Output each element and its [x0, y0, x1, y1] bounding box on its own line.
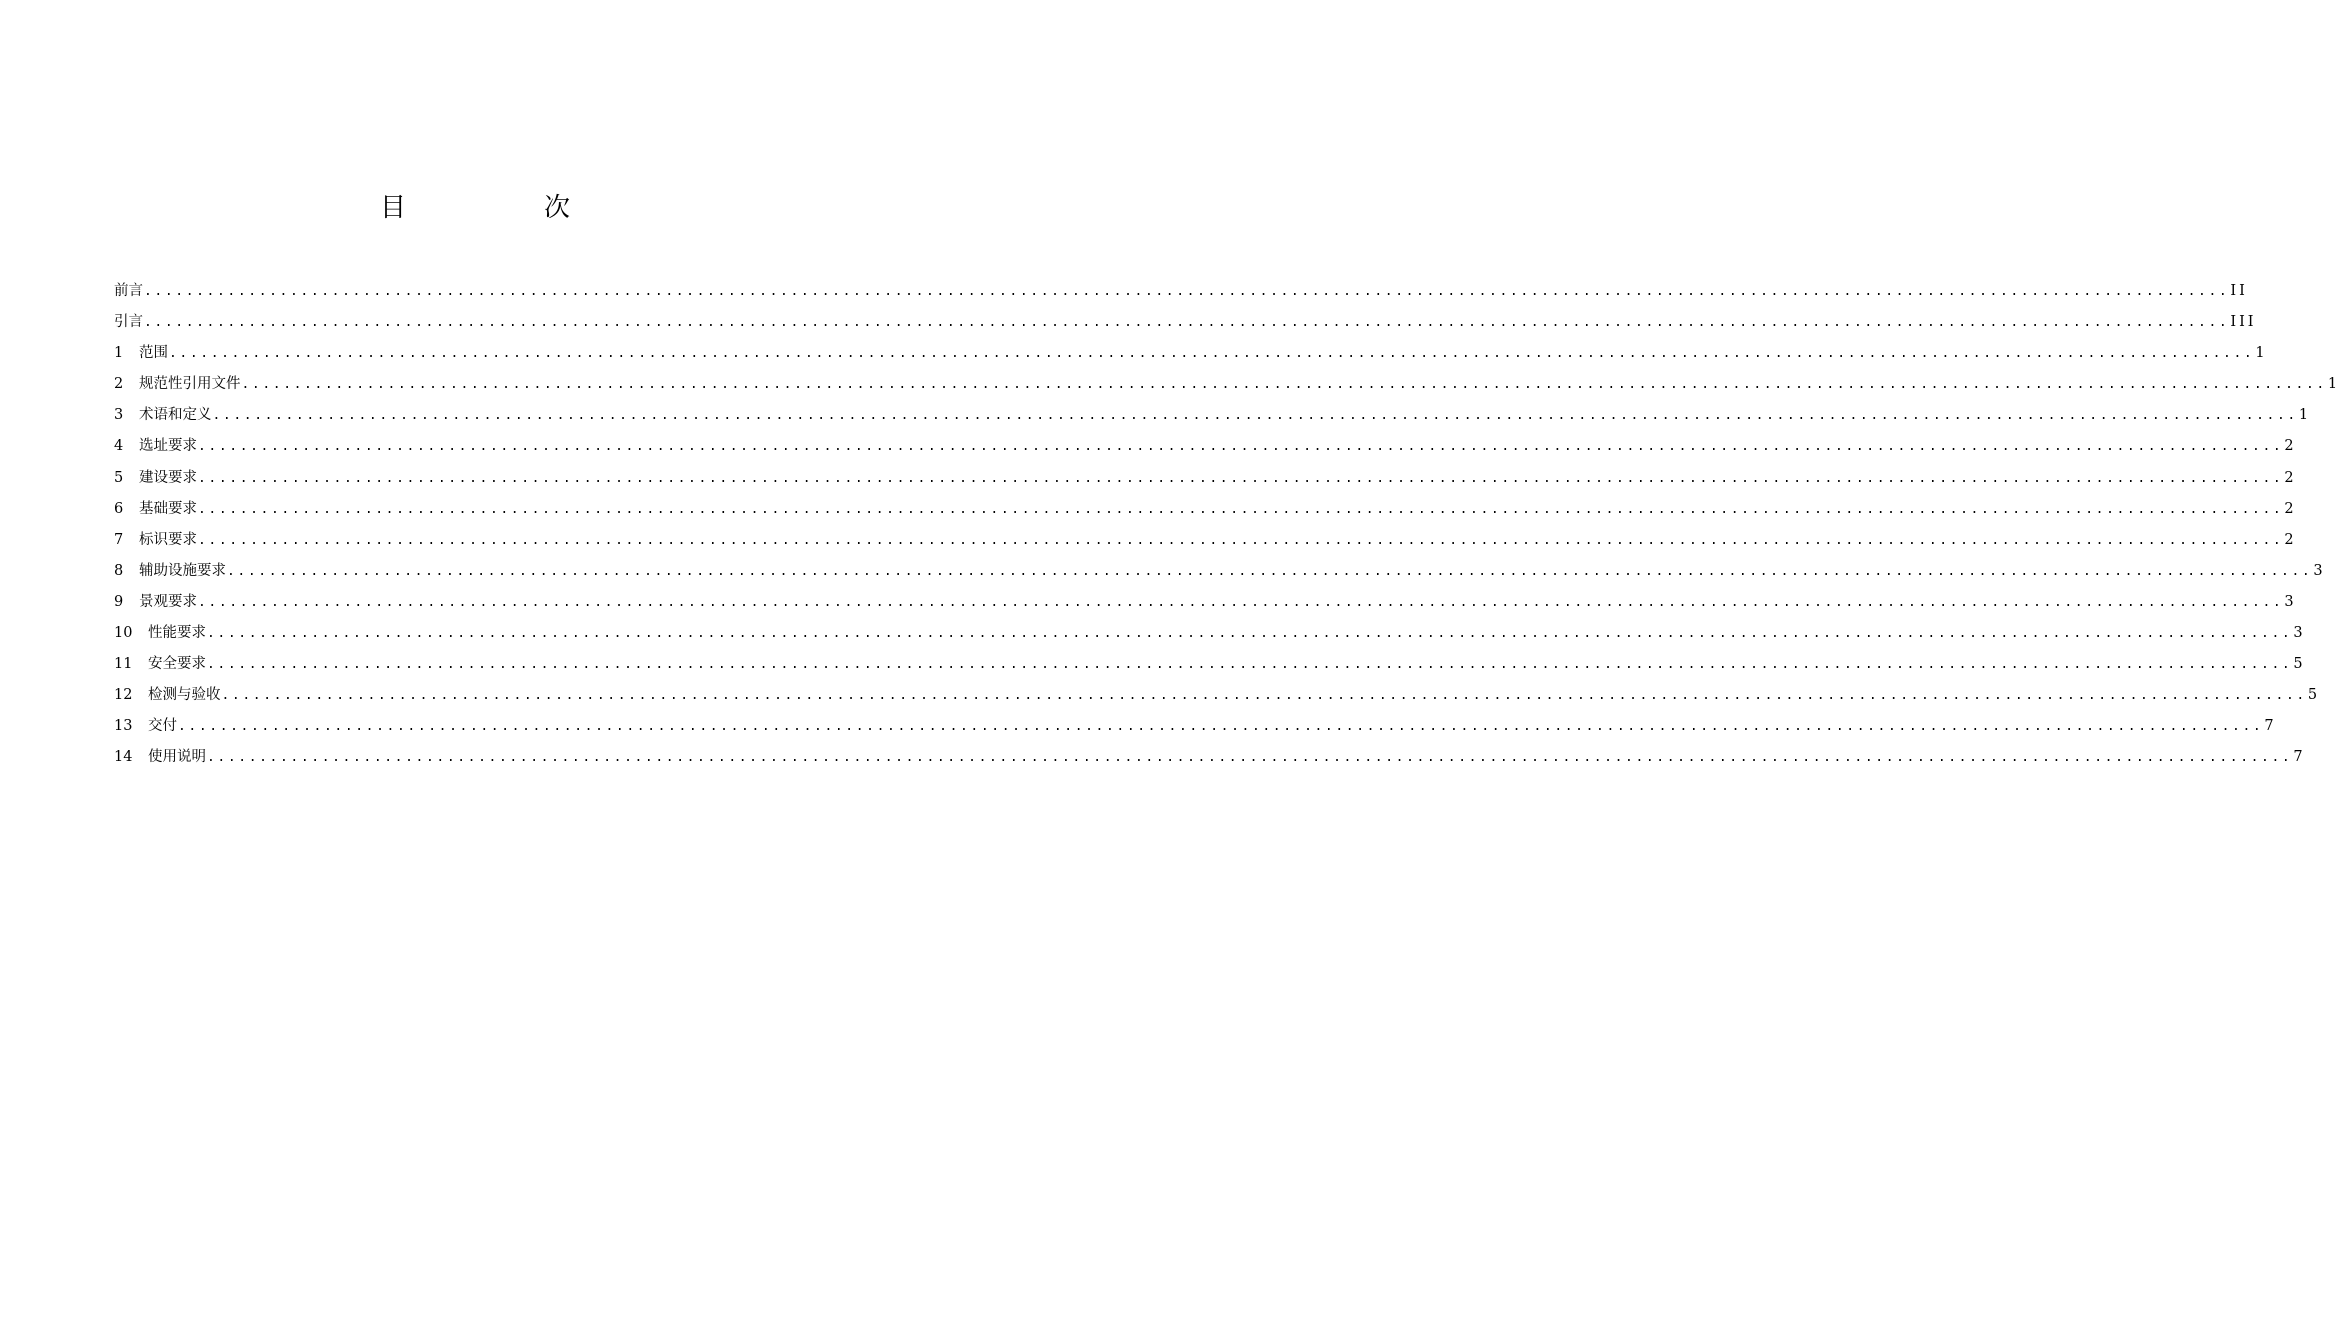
toc-entry-label: 标识要求	[139, 531, 197, 548]
toc-entry-10[interactable]	[114, 618, 2306, 649]
dot-leader: ........................................................................................................................................................................................................	[198, 532, 2284, 548]
dot-leader: ........................................................................................................................................................................................................	[221, 688, 2307, 704]
toc-entry-page: 3	[2313, 562, 2326, 579]
dot-leader: ........................................................................................................................................................................................................	[198, 594, 2284, 610]
toc-entry-number: 3	[114, 407, 124, 424]
toc-entry-number: 1	[114, 345, 124, 362]
toc-entry-label: 使用说明	[148, 749, 206, 766]
toc-entry-page: II	[2230, 283, 2248, 299]
toc-entry-number: 9	[114, 593, 124, 610]
toc-entry-14[interactable]	[114, 742, 2306, 773]
toc-entry-number: 2	[114, 376, 124, 393]
toc-entry-label: 前言	[114, 283, 143, 299]
toc-entry-label: 引言	[114, 314, 143, 331]
toc-entry-page: 3	[2293, 625, 2306, 642]
toc-entry-label: 选址要求	[139, 438, 197, 455]
toc-entry-label: 辅助设施要求	[139, 562, 226, 579]
toc-entry-number: 14	[114, 749, 133, 766]
toc-entry-page: 5	[2307, 687, 2321, 704]
toc-entry-page: 7	[2293, 749, 2306, 766]
dot-leader: ........................................................................................................................................................................................................	[198, 470, 2284, 486]
toc-entry-12[interactable]	[114, 680, 2321, 711]
toc-entry-8[interactable]	[114, 556, 2326, 587]
toc-entry-page: 2	[2284, 500, 2297, 517]
toc-entry-page: III	[2230, 314, 2257, 331]
toc-entry-number: 12	[114, 687, 133, 704]
page-title: 目 次	[379, 193, 626, 223]
toc-entry-number: 6	[114, 500, 124, 517]
toc-entry-page: 7	[2264, 718, 2277, 735]
toc-entry-label: 基础要求	[139, 500, 197, 517]
toc-entry-label: 范围	[139, 345, 168, 362]
toc-entry-7[interactable]	[114, 525, 2297, 556]
toc-entry-foreword[interactable]	[114, 276, 2248, 307]
toc-entry-page: 5	[2293, 656, 2306, 673]
toc-entry-page: 1	[2255, 345, 2268, 362]
toc-entry-13[interactable]	[114, 711, 2277, 742]
dot-leader: ........................................................................................................................................................................................................	[178, 719, 2264, 735]
toc-entry-page: 1	[2327, 376, 2340, 393]
toc-entry-number: 10	[114, 625, 133, 642]
toc-entry-page: 2	[2284, 469, 2297, 486]
toc-entry-number: 11	[114, 656, 133, 673]
toc-entry-introduction[interactable]	[114, 307, 2257, 338]
toc-entry-5[interactable]	[114, 463, 2297, 494]
toc-entry-number: 13	[114, 718, 133, 735]
toc-entry-11[interactable]	[114, 649, 2306, 680]
toc-entry-page: 3	[2284, 593, 2297, 610]
toc-entry-3[interactable]	[114, 400, 2312, 431]
dot-leader: ........................................................................................................................................................................................................	[227, 563, 2313, 579]
toc-entry-number: 8	[114, 562, 124, 579]
toc-entry-label: 建设要求	[139, 469, 197, 486]
toc-entry-4[interactable]	[114, 431, 2297, 462]
dot-leader: ........................................................................................................................................................................................................	[207, 626, 2293, 642]
toc-entry-number: 7	[114, 531, 124, 548]
toc-entry-label: 安全要求	[148, 656, 206, 673]
toc-entry-label: 交付	[148, 718, 177, 735]
dot-leader: ........................................................................................................................................................................................................	[207, 750, 2293, 766]
toc-entry-6[interactable]	[114, 494, 2297, 525]
toc-entry-label: 性能要求	[148, 625, 206, 642]
toc-entry-page: 2	[2284, 438, 2297, 455]
dot-leader: ........................................................................................................................................................................................................	[212, 408, 2298, 424]
dot-leader: ........................................................................................................................................................................................................	[144, 315, 2230, 331]
toc-entry-label: 检测与验收	[148, 687, 221, 704]
dot-leader: ........................................................................................................................................................................................................	[207, 657, 2293, 673]
dot-leader: ........................................................................................................................................................................................................	[198, 439, 2284, 455]
toc-entry-2[interactable]	[114, 369, 2340, 400]
toc-entry-page: 1	[2298, 407, 2312, 424]
toc-entry-label: 术语和定义	[139, 407, 212, 424]
toc-entry-label: 规范性引用文件	[139, 376, 241, 393]
dot-leader: ........................................................................................................................................................................................................	[169, 346, 2255, 362]
dot-leader: ........................................................................................................................................................................................................	[198, 501, 2284, 517]
dot-leader: ........................................................................................................................................................................................................	[144, 284, 2230, 299]
toc-entry-number: 4	[114, 438, 124, 455]
toc-entry-number: 5	[114, 469, 124, 486]
toc-entry-page: 2	[2284, 531, 2297, 548]
table-of-contents	[114, 276, 2340, 774]
dot-leader: ........................................................................................................................................................................................................	[241, 377, 2327, 393]
toc-entry-9[interactable]	[114, 587, 2297, 618]
toc-entry-1[interactable]	[114, 338, 2268, 369]
toc-entry-label: 景观要求	[139, 593, 197, 610]
